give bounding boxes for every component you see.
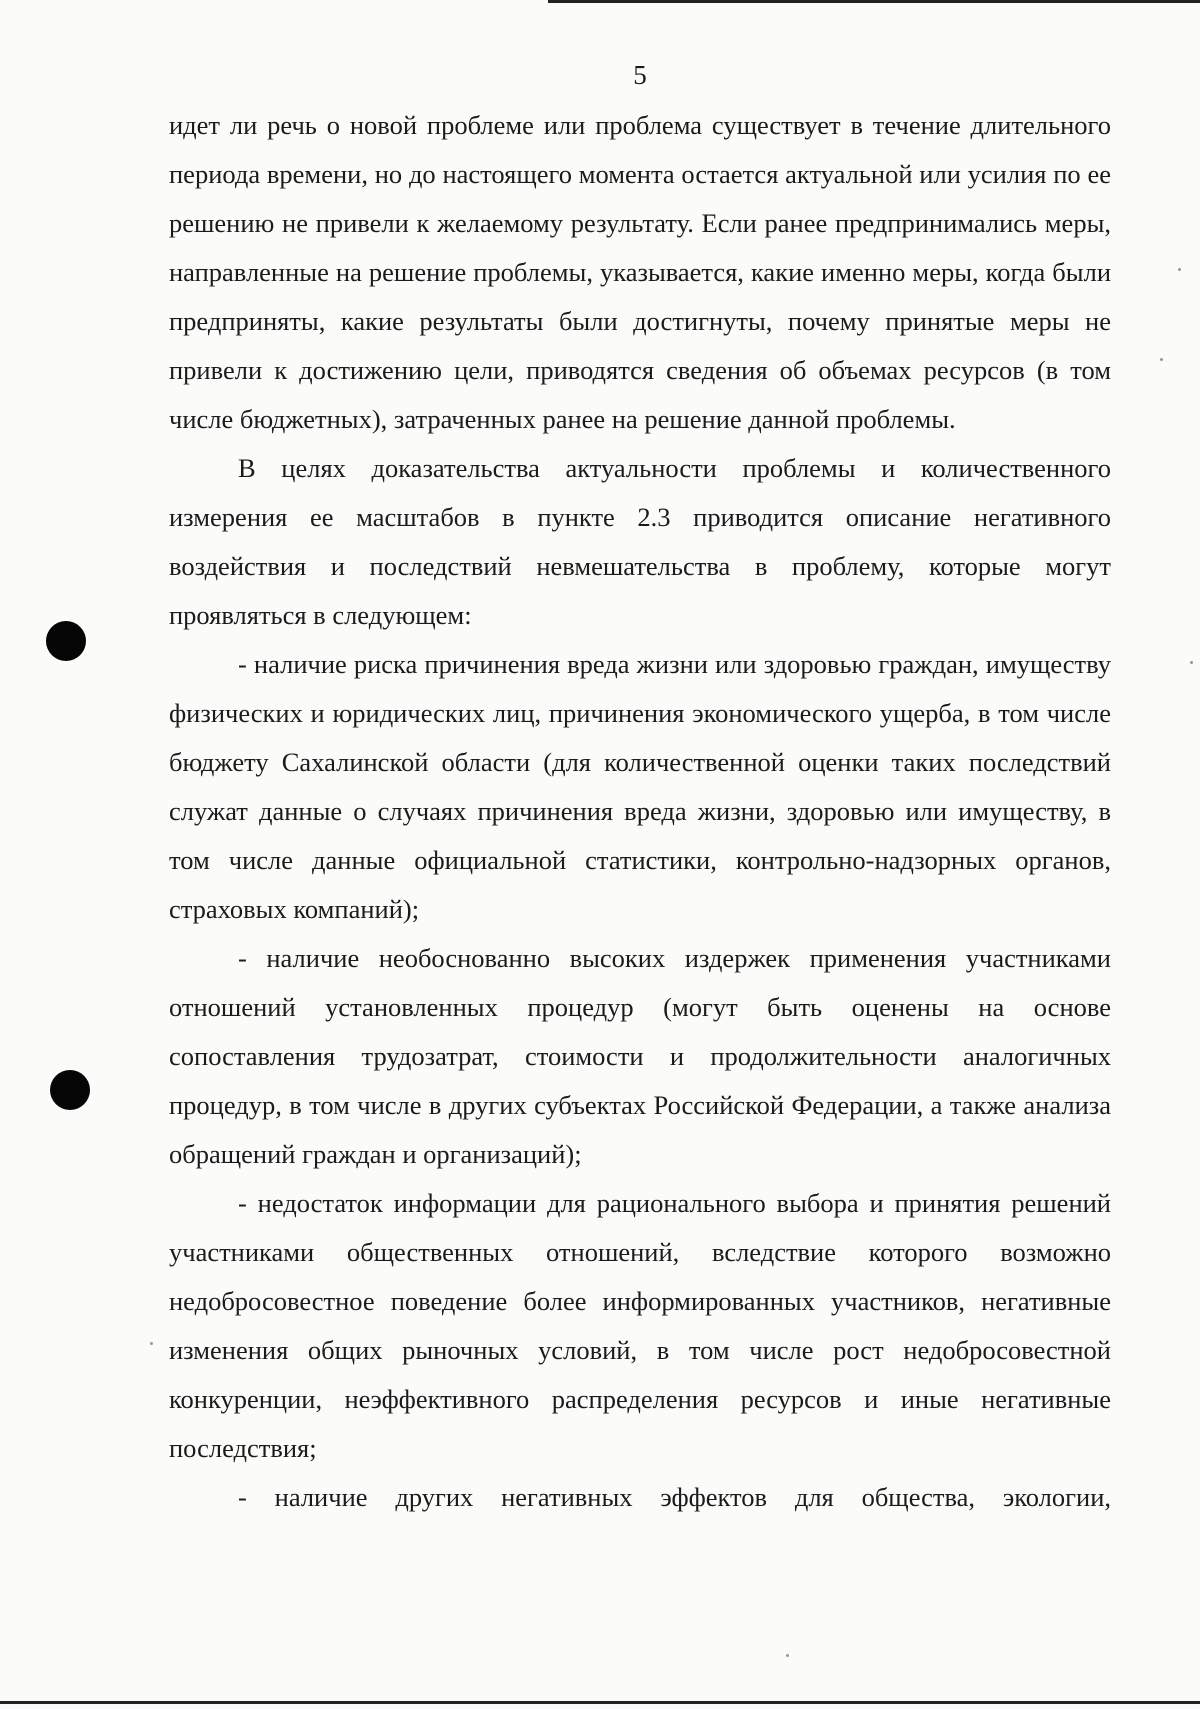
scan-speck [150,1342,153,1345]
page-number: 5 [633,60,647,90]
scan-speck [786,1654,789,1657]
top-edge-rule [548,0,1200,3]
punch-hole-mark [46,621,86,661]
list-item-risk-of-harm: - наличие риска причинения вреда жизни или здоровью граждан, имуществу физических и юридических лиц, причинения экономического ущерба, в том числе бюджету Сахалинской области (для количественной оценки таких последствий служат данные о случаях причинения вреда жизни, здоровью или имуществу, в том числе данные официальной статистики, контрольно-надзорных органов, страховых компаний); [169,649,1111,924]
scan-speck [1160,358,1163,361]
bottom-edge-rule [0,1701,1200,1704]
list-item-lack-of-information: - недостаток информации для рационального выбора и принятия решений участниками общественных отношений, вследствие которого возможно недобросовестное поведение более информированных участников, негативные изменения общих рыночных условий, в том числе рост недобросовестной конкуренции, неэффективного распределения ресурсов и иные негативные последствия; [169,1188,1111,1463]
scan-speck [1178,268,1181,271]
document-body [169,101,1111,1522]
list-item-other-negative-effects: - наличие других негативных эффектов для общества, экологии, [238,1482,1111,1512]
paragraph-actuality: В целях доказательства актуальности проблемы и количественного измерения ее масштабов в пункте 2.3 приводится описание негативного воздействия и последствий невмешательства в проблему, которые могут проявляться в следующем: [169,453,1111,630]
scan-speck [1190,661,1193,664]
paragraph-continuation: идет ли речь о новой проблеме или проблема существует в течение длительного периода времени, но до настоящего момента остается актуальной или усилия по ее решению не привели к желаемому результату. Если ранее предпринимались меры, направленные на решение проблемы, указывается, какие именно меры, когда были предприняты, какие результаты были достигнуты, почему принятые меры не привели к достижению цели, приводятся сведения об объемах ресурсов (в том числе бюджетных), затраченных ранее на решение данной проблемы. [169,110,1111,434]
list-item-unjustified-costs: - наличие необоснованно высоких издержек применения участниками отношений установленных процедур (могут быть оценены на основе сопоставления трудозатрат, стоимости и продолжительности аналогичных процедур, в том числе в других субъектах Российской Федерации, а также анализа обращений граждан и организаций); [169,943,1111,1169]
punch-hole-mark [50,1070,90,1110]
